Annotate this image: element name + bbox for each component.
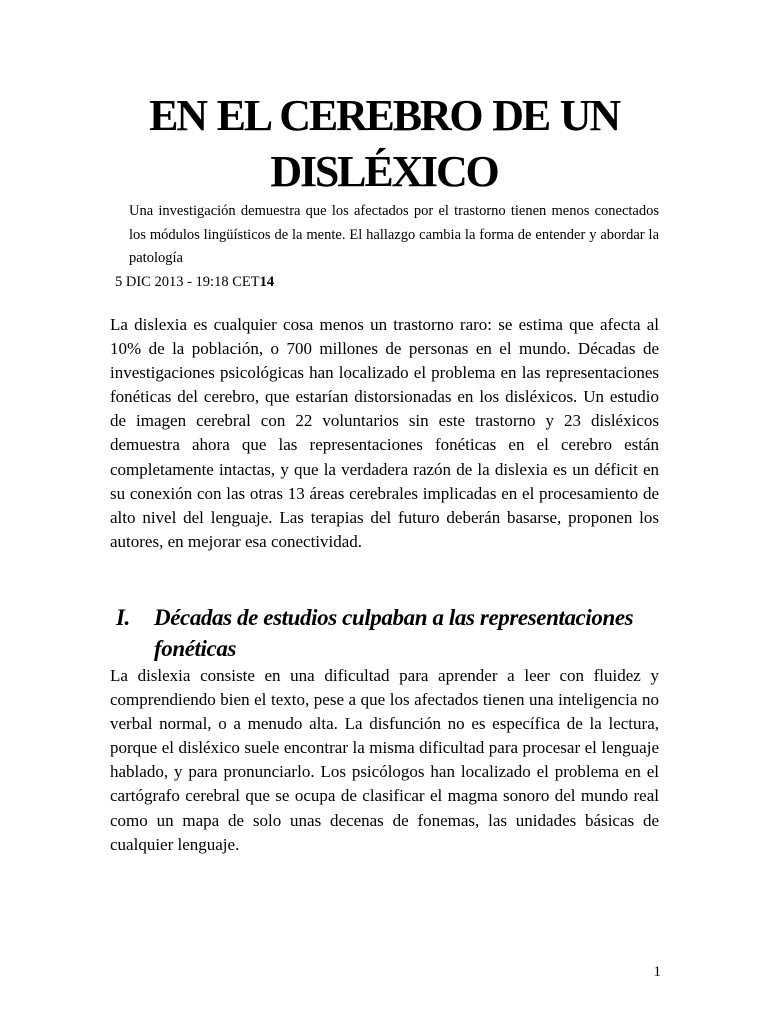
title-line-2: DISLÉXICO — [270, 147, 498, 196]
page-title — [60, 88, 708, 200]
body-paragraph-1: La dislexia es cualquier cosa menos un trastorno raro: se estima que afecta al 10% de la población, o 700 millones de personas en el mundo. Décadas de investigaciones psicológicas han localizado el problema en las representaciones fonéticas del cerebro, que estarían distorsionadas en los disléxicos. Un estudio de imagen cerebral con 22 voluntarios sin este trastorno y 23 disléxicos demuestra ahora que las representaciones fonéticas en el cerebro están completamente intactas, y que la verdadera razón de la dislexia es un déficit en su conexión con las otras 13 áreas cerebrales implicadas en el procesamiento de alto nivel del lenguaje. Las terapias del futuro deberán basarse, proponen los autores, en mejorar esa conectividad. — [110, 315, 659, 551]
section-number: I. — [116, 605, 130, 630]
section-heading-line-2: fonéticas — [154, 636, 236, 661]
dateline-bold-number: 14 — [259, 274, 275, 290]
title-line-1: EN EL CEREBRO DE UN — [149, 91, 619, 140]
article-dateline — [115, 272, 274, 292]
article-subtitle: Una investigación demuestra que los afectados por el trastorno tienen menos conectados los módulos lingüísticos de la mente. El hallazgo cambia la forma de entender y abordar la patología — [129, 203, 659, 266]
section-heading-1 — [116, 602, 664, 664]
body-paragraph-2: La dislexia consiste en una dificultad para aprender a leer con fluidez y comprendiendo bien el texto, pese a que los afectados tienen una inteligencia no verbal normal, o a menudo alta. La disfunción no es específica de la lectura, porque el disléxico suele encontrar la misma dificultad para procesar el lenguaje hablado, y para pronunciarlo. Los psicólogos han localizado el problema en el cartógrafo cerebral que se ocupa de clasificar el magma sonoro del mundo real como un mapa de solo unas decenas de fonemas, las unidades básicas de cualquier lenguaje. — [110, 666, 659, 854]
page-number: 1 — [653, 964, 661, 980]
dateline-text: 5 DIC 2013 - 19:18 CET — [115, 274, 260, 290]
section-heading-line-1: Décadas de estudios culpaban a las representaciones — [154, 605, 634, 630]
